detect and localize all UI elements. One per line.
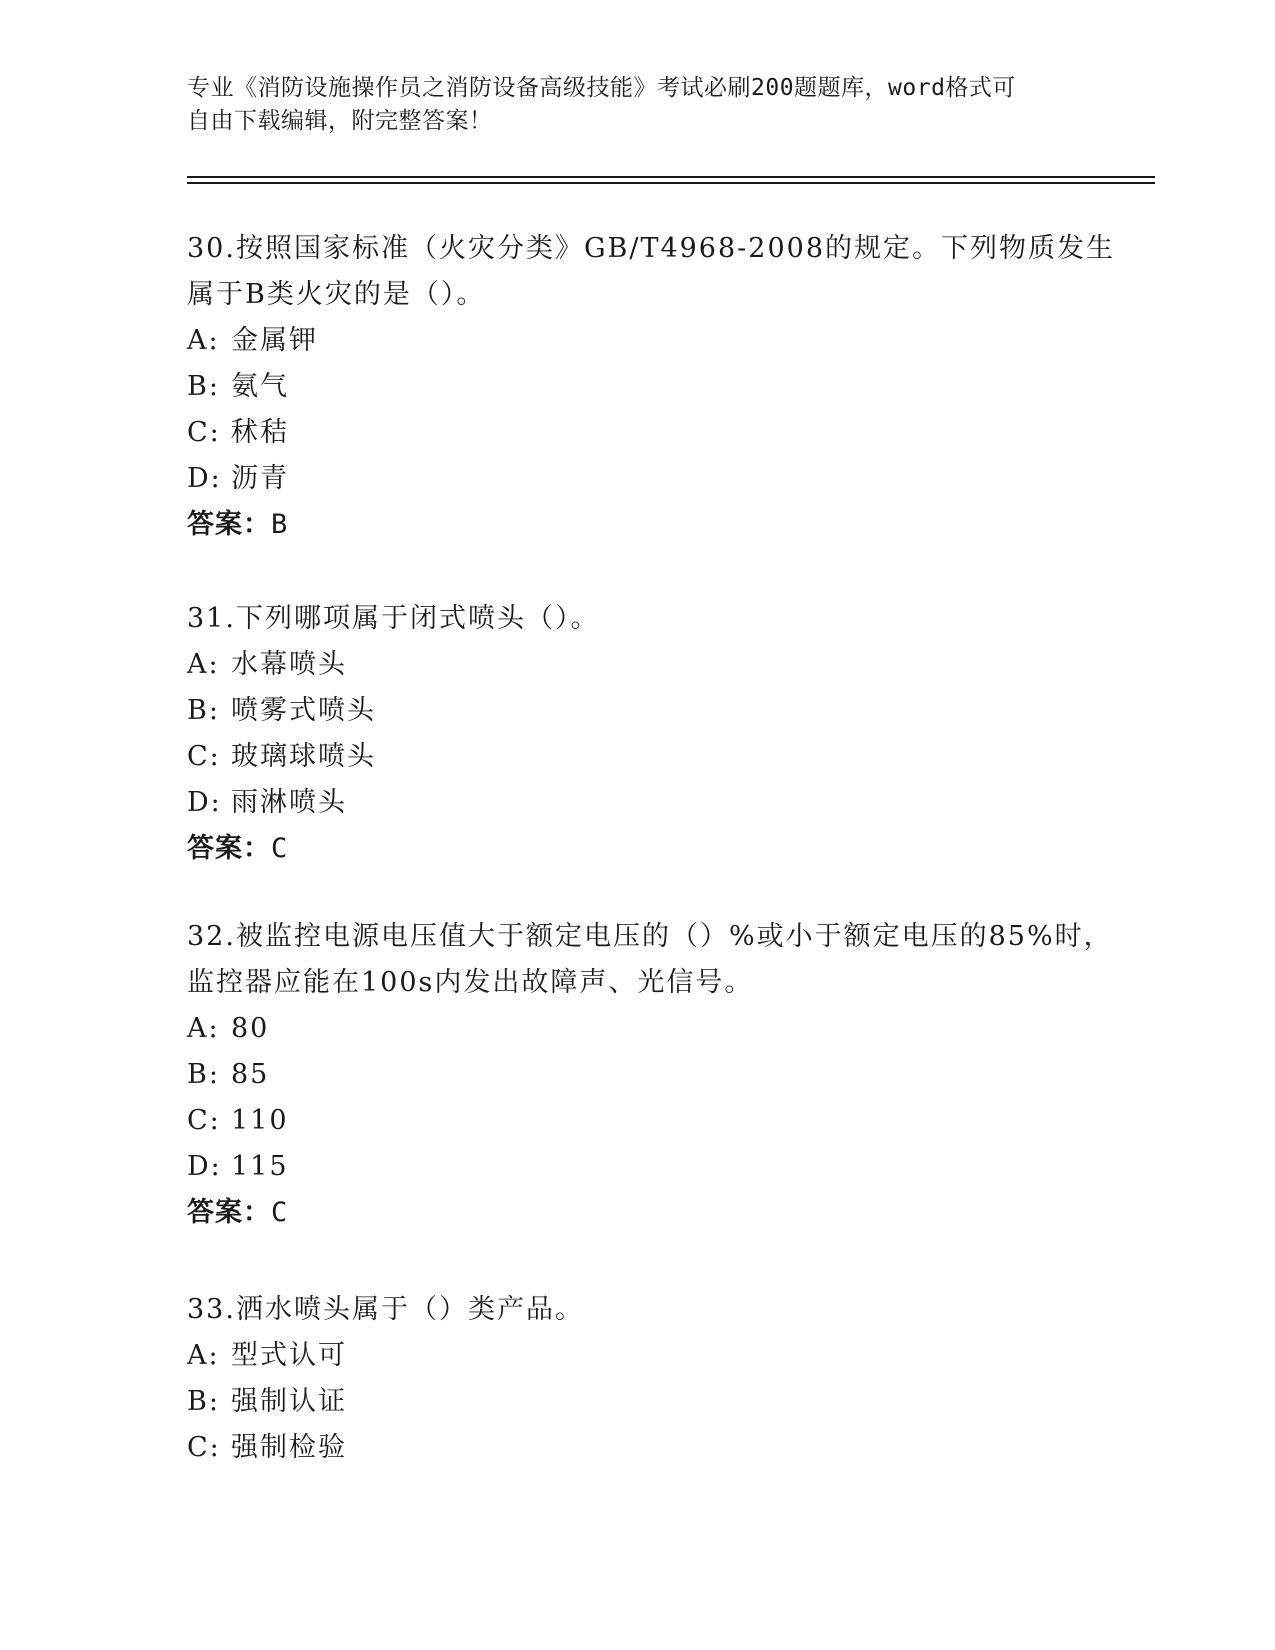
option-text: 强制认证 bbox=[231, 1386, 347, 1417]
answer-value: C bbox=[271, 1197, 289, 1228]
option-letter: D: bbox=[187, 1151, 222, 1182]
answer-line bbox=[187, 1190, 1107, 1236]
question-text bbox=[187, 596, 1107, 642]
option-text: 115 bbox=[231, 1151, 289, 1182]
option-d bbox=[187, 1144, 1107, 1190]
option-letter: A: bbox=[187, 649, 220, 680]
answer-value: C bbox=[271, 833, 289, 864]
option-text: 85 bbox=[231, 1059, 270, 1090]
question-31 bbox=[187, 596, 1107, 872]
answer-label: 答案： bbox=[187, 509, 271, 540]
option-letter: C: bbox=[187, 417, 221, 448]
option-letter: B: bbox=[187, 695, 220, 726]
option-letter: B: bbox=[187, 1059, 220, 1090]
option-letter: B: bbox=[187, 371, 220, 402]
option-letter: A: bbox=[187, 1340, 220, 1371]
option-text: 沥青 bbox=[231, 463, 289, 494]
header-line-1: 专业《消防设施操作员之消防设备高级技能》考试必刷200题题库，word格式可 bbox=[187, 75, 1016, 101]
answer-line bbox=[187, 826, 1107, 872]
question-text bbox=[187, 1287, 1107, 1333]
option-text: 金属钾 bbox=[231, 325, 318, 356]
option-b bbox=[187, 1052, 1107, 1098]
option-b bbox=[187, 1379, 1107, 1425]
option-text: 110 bbox=[231, 1105, 289, 1136]
option-text: 玻璃球喷头 bbox=[231, 741, 376, 772]
answer-line bbox=[187, 502, 1107, 548]
question-30 bbox=[187, 226, 1116, 548]
option-text: 雨淋喷头 bbox=[231, 787, 347, 818]
option-letter: C: bbox=[187, 1432, 221, 1463]
option-c bbox=[187, 410, 1107, 456]
question-line: 32.被监控电源电压值大于额定电压的（）%或小于额定电压的85%时， bbox=[187, 921, 1113, 952]
question-33 bbox=[187, 1287, 1107, 1471]
answer-label: 答案： bbox=[187, 1197, 271, 1228]
option-text: 氨气 bbox=[231, 371, 289, 402]
option-letter: C: bbox=[187, 741, 221, 772]
question-line: 31.下列哪项属于闭式喷头（）。 bbox=[187, 603, 600, 634]
option-text: 80 bbox=[231, 1013, 270, 1044]
question-line: 33.洒水喷头属于（）类产品。 bbox=[187, 1294, 584, 1325]
option-text: 型式认可 bbox=[231, 1340, 347, 1371]
option-letter: B: bbox=[187, 1386, 220, 1417]
question-line: 监控器应能在100s内发出故障声、光信号。 bbox=[187, 967, 754, 998]
answer-label: 答案： bbox=[187, 833, 271, 864]
option-letter: C: bbox=[187, 1105, 221, 1136]
option-c bbox=[187, 1425, 1107, 1471]
header-line-2: 自由下载编辑，附完整答案！ bbox=[187, 108, 493, 134]
option-d bbox=[187, 456, 1107, 502]
question-line: 属于B类火灾的是（）。 bbox=[187, 279, 486, 310]
option-letter: D: bbox=[187, 787, 222, 818]
option-a bbox=[187, 642, 1107, 688]
option-text: 秫秸 bbox=[231, 417, 289, 448]
question-text bbox=[187, 914, 1113, 1006]
option-a bbox=[187, 1333, 1107, 1379]
option-text: 强制检验 bbox=[231, 1432, 347, 1463]
header-divider-bottom bbox=[187, 182, 1155, 184]
option-c bbox=[187, 1098, 1107, 1144]
option-letter: D: bbox=[187, 463, 222, 494]
option-letter: A: bbox=[187, 325, 220, 356]
question-32 bbox=[187, 914, 1113, 1236]
option-text: 水幕喷头 bbox=[231, 649, 347, 680]
answer-value: B bbox=[271, 509, 289, 540]
option-a bbox=[187, 1006, 1107, 1052]
option-letter: A: bbox=[187, 1013, 220, 1044]
document-header bbox=[187, 72, 1087, 138]
option-b bbox=[187, 364, 1107, 410]
question-line: 30.按照国家标准（火灾分类》GB/T4968-2008的规定。下列物质发生 bbox=[187, 233, 1116, 264]
question-text bbox=[187, 226, 1116, 318]
option-d bbox=[187, 780, 1107, 826]
header-divider-top bbox=[187, 176, 1155, 178]
option-text: 喷雾式喷头 bbox=[231, 695, 376, 726]
option-c bbox=[187, 734, 1107, 780]
option-b bbox=[187, 688, 1107, 734]
option-a bbox=[187, 318, 1107, 364]
